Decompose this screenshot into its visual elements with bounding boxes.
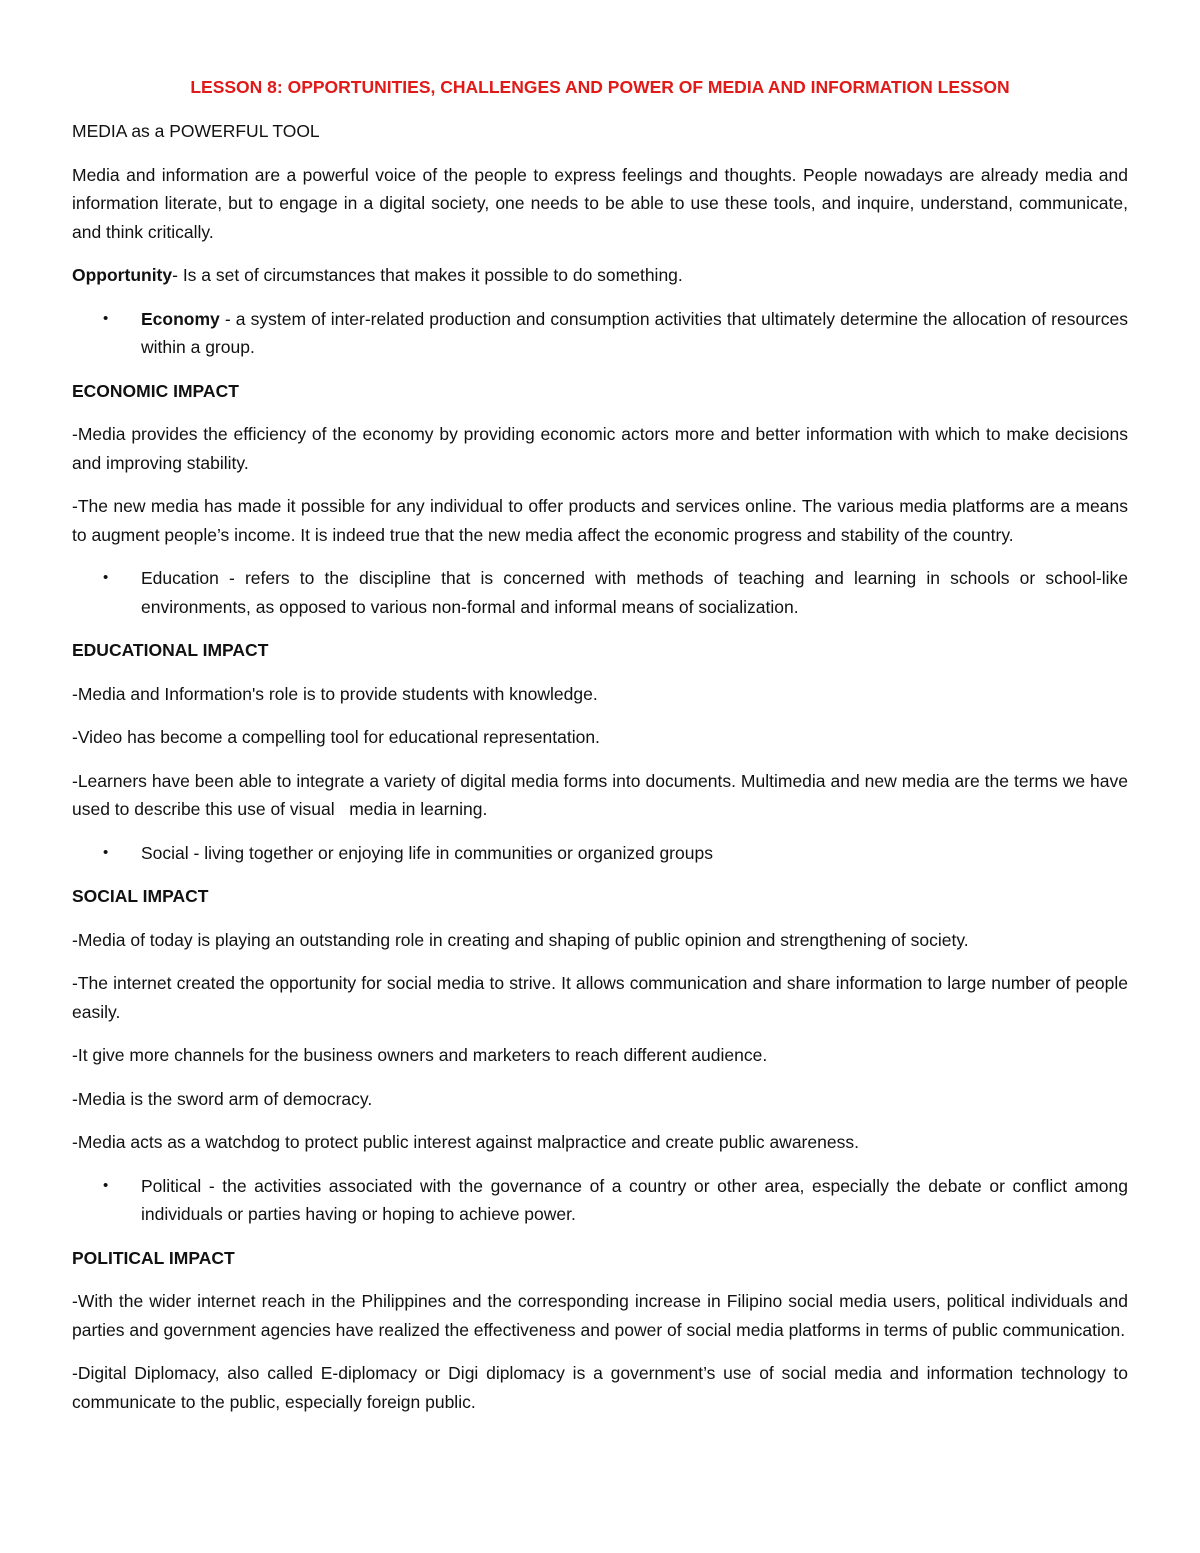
bullet-icon: • <box>103 1176 109 1194</box>
education-text: Education - refers to the discipline that is concerned with methods of teaching and learning in schools or school-like environments, as opposed to various non-formal and informal means of socialization. <box>141 568 1128 617</box>
economic-paragraph: -Media provides the efficiency of the economy by providing economic actors more and better information with which to make decisions and improving stability. <box>72 424 1128 473</box>
bullet-icon: • <box>103 569 109 586</box>
educational-paragraph: -Video has become a compelling tool for educational representation. <box>72 727 600 747</box>
political-impact-heading: POLITICAL IMPACT <box>72 1247 235 1268</box>
lesson-title: LESSON 8: OPPORTUNITIES, CHALLENGES AND POWER OF MEDIA AND INFORMATION LESSON <box>190 77 1010 97</box>
opportunity-text: - Is a set of circumstances that makes it possible to do something. <box>172 265 683 285</box>
section-subtitle: MEDIA as a POWERFUL TOOL <box>72 121 320 141</box>
opportunity-term: Opportunity <box>72 265 173 285</box>
social-paragraph: -It give more channels for the business owners and marketers to reach different audience. <box>72 1045 768 1065</box>
bullet-political <box>72 1172 1128 1229</box>
social-paragraph: -The internet created the opportunity for social media to strive. It allows communication and share information to large number of people easily. <box>72 973 1128 1022</box>
educational-impact-heading: EDUCATIONAL IMPACT <box>72 640 269 660</box>
intro-paragraph: Media and information are a powerful voice of the people to express feelings and thoughts. People nowadays are already media and information literate, but to engage in a digital society, one needs to be able to use these tools, and inquire, understand, communicate, and think critically. <box>72 164 1128 242</box>
economic-paragraph: -The new media has made it possible for any individual to offer products and services online. The various media platforms are a means to augment people’s income. It is indeed true that the new media affect the economic progress and stability of the country. <box>72 496 1128 545</box>
social-paragraph: -Media of today is playing an outstanding role in creating and shaping of public opinion and strengthening of society. <box>72 929 969 950</box>
bullet-icon: • <box>103 843 109 861</box>
bullet-icon: • <box>103 309 109 327</box>
political-text: Political - the activities associated with the governance of a country or other area, especially the debate or conflict among individuals or parties having or hoping to achieve power. <box>141 1175 1128 1224</box>
social-paragraph: -Media is the sword arm of democracy. <box>72 1088 373 1109</box>
economy-term: Economy <box>141 308 220 329</box>
economy-text: - a system of inter-related production and consumption activities that ultimately determine the allocation of resources within a group. <box>141 308 1128 357</box>
political-paragraph: -With the wider internet reach in the Philippines and the corresponding increase in Filipino social media users, political individuals and parties and government agencies have realized the effectiveness and power of social media platforms in terms of public communication. <box>72 1291 1128 1340</box>
political-paragraph: -Digital Diplomacy, also called E-diplomacy or Digi diplomacy is a government’s use of social media and information technology to communicate to the public, especially foreign public. <box>72 1363 1128 1412</box>
social-paragraph: -Media acts as a watchdog to protect public interest against malpractice and create public awareness. <box>72 1132 859 1152</box>
educational-paragraph: -Learners have been able to integrate a variety of digital media forms into documents. Multimedia and new media are the terms we have used to describe this use of visual media in learning. <box>72 770 1133 819</box>
social-impact-heading: SOCIAL IMPACT <box>72 886 209 906</box>
opportunity-definition <box>72 261 1128 290</box>
bullet-education <box>72 564 1128 621</box>
bullet-economy <box>72 305 1128 362</box>
bullet-social <box>72 839 1128 868</box>
social-text: Social - living together or enjoying life in communities or organized groups <box>141 842 713 863</box>
educational-paragraph: -Media and Information's role is to provide students with knowledge. <box>72 683 598 704</box>
economic-impact-heading: ECONOMIC IMPACT <box>72 380 239 401</box>
